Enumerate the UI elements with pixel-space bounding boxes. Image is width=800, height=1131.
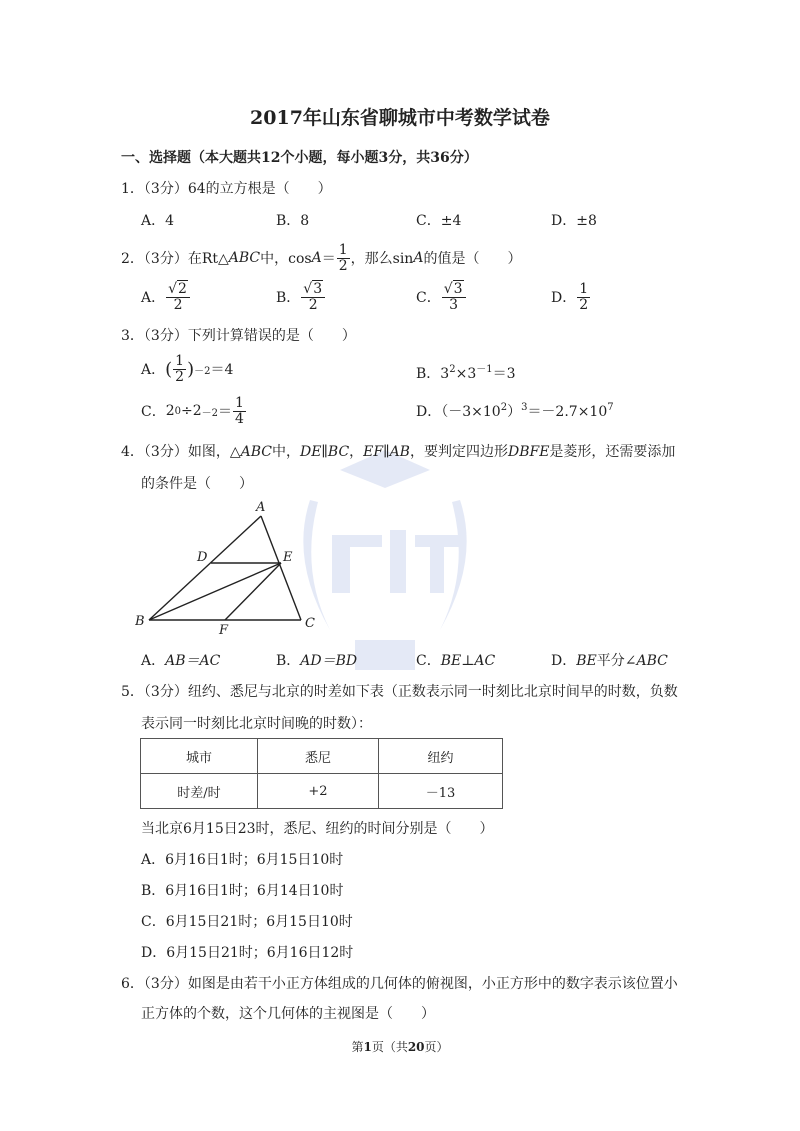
frac-den: 2 bbox=[308, 296, 318, 313]
option-text: AB＝AC bbox=[165, 653, 221, 669]
q4-text: 4．（3分）如图，△ bbox=[121, 444, 241, 460]
table-header-cell: 城市 bbox=[141, 739, 258, 774]
question-5-option-d: D．6月15日21时；6月16日12时 bbox=[141, 945, 354, 961]
question-2-option-a bbox=[141, 278, 191, 316]
label-f: F bbox=[219, 623, 229, 636]
option-text: ×3 bbox=[455, 366, 477, 382]
q4-italic: AB bbox=[389, 444, 410, 460]
question-1-stem: 1．（3分）64的立方根是（ ） bbox=[121, 181, 332, 197]
option-label: D． bbox=[551, 653, 577, 669]
q2-text: 中，cos bbox=[260, 251, 312, 267]
question-1-option-d: D．±8 bbox=[551, 213, 597, 229]
q4-italic: ABC bbox=[240, 444, 272, 460]
frac-num: √3 bbox=[301, 282, 325, 298]
paren: ) bbox=[187, 358, 195, 380]
option-text: ＝－2.7×10 bbox=[527, 404, 608, 420]
option-text: 平分∠ bbox=[596, 653, 637, 669]
option-fraction bbox=[233, 396, 246, 427]
table-cell: +2 bbox=[258, 774, 379, 809]
footer-text: 第 bbox=[351, 1040, 364, 1054]
frac-num: √3 bbox=[442, 282, 466, 298]
option-fraction bbox=[577, 282, 590, 313]
question-4-option-b bbox=[276, 650, 357, 670]
option-text: ） bbox=[507, 404, 522, 420]
triangle-figure bbox=[135, 496, 325, 636]
question-3-option-d bbox=[416, 401, 614, 421]
frac-den: 4 bbox=[235, 410, 244, 427]
label-e: E bbox=[283, 550, 293, 565]
segment-ab bbox=[149, 516, 261, 620]
question-4-option-c bbox=[416, 650, 495, 670]
q4-text: ， bbox=[349, 444, 364, 460]
question-5-stem-line1: 5．（3分）纽约、悉尼与北京的时差如下表（正数表示同一时刻比北京时间早的时数，负数 bbox=[121, 684, 678, 700]
table-row bbox=[141, 774, 503, 809]
radicand: 3 bbox=[313, 280, 323, 297]
option-label: D． bbox=[551, 290, 577, 306]
exponent: －2 bbox=[194, 365, 211, 377]
q2-text: 的值是（ ） bbox=[423, 251, 522, 267]
option-text: ÷2 bbox=[181, 403, 202, 419]
frac-den: 3 bbox=[449, 296, 459, 313]
question-3-option-c bbox=[141, 392, 247, 430]
time-difference-table bbox=[140, 738, 503, 809]
frac-num: √2 bbox=[166, 282, 190, 298]
section-heading: 一、选择题（本大题共12个小题，每小题3分，共36分） bbox=[121, 150, 478, 166]
option-fraction bbox=[301, 282, 325, 313]
option-label: A． bbox=[141, 290, 166, 306]
footer-text: 页） bbox=[424, 1040, 449, 1054]
table-header-cell: 纽约 bbox=[379, 739, 503, 774]
footer-text: 页（共 bbox=[371, 1040, 408, 1054]
paren: ( bbox=[165, 358, 173, 380]
frac-num: 1 bbox=[338, 241, 348, 258]
exponent: 0 bbox=[174, 405, 182, 417]
option-label: B． bbox=[276, 653, 301, 669]
frac-num: 1 bbox=[175, 352, 185, 369]
exponent: 7 bbox=[607, 402, 614, 413]
question-5-stem-line2: 表示同一时刻比北京时间晚的时数）： bbox=[141, 716, 372, 732]
frac-den: 2 bbox=[173, 296, 183, 313]
question-4-stem-line1 bbox=[121, 441, 675, 461]
label-a: A bbox=[256, 500, 266, 515]
q2-fraction bbox=[337, 243, 350, 274]
exponent: 3 bbox=[521, 402, 528, 413]
q4-text: ∥ bbox=[321, 444, 328, 460]
option-label: B． bbox=[276, 290, 301, 306]
question-2-option-d bbox=[551, 278, 591, 316]
q2-angle-a: A bbox=[413, 250, 424, 266]
option-text: 2 bbox=[165, 403, 175, 419]
question-1-option-a: A．4 bbox=[141, 213, 175, 229]
option-text: ＝ bbox=[218, 404, 233, 420]
label-c: C bbox=[305, 616, 315, 631]
frac-den: 2 bbox=[338, 257, 348, 274]
option-text: AD＝BD bbox=[300, 653, 358, 669]
table-header-row bbox=[141, 739, 503, 774]
question-4-option-a bbox=[141, 650, 220, 670]
radicand: 2 bbox=[178, 280, 187, 297]
option-fraction bbox=[166, 282, 190, 313]
question-2-stem bbox=[121, 240, 521, 276]
frac-num: 1 bbox=[235, 394, 244, 411]
q4-italic: DE bbox=[299, 444, 322, 460]
segment-ac bbox=[261, 516, 301, 620]
option-label: C． bbox=[416, 290, 441, 306]
question-3-stem: 3．（3分）下列计算错误的是（ ） bbox=[121, 328, 356, 344]
question-5-prompt: 当北京6月15日23时，悉尼、纽约的时间分别是（ ） bbox=[141, 821, 494, 837]
option-text: BE bbox=[576, 653, 597, 669]
option-text: 3 bbox=[440, 366, 450, 382]
q2-text: 2．（3分）在Rt△ bbox=[121, 251, 229, 267]
q4-italic: DBFE bbox=[507, 444, 550, 460]
question-5-option-a: A．6月16日1时；6月15日10时 bbox=[141, 852, 344, 868]
option-text: ＝4 bbox=[210, 362, 234, 378]
question-2-option-c bbox=[416, 278, 467, 316]
q4-text: ∥ bbox=[383, 444, 390, 460]
page-number: 1 bbox=[363, 1040, 372, 1054]
option-label: C． bbox=[141, 404, 166, 420]
table-header-cell: 悉尼 bbox=[258, 739, 379, 774]
question-4-option-d bbox=[551, 650, 668, 670]
q4-italic: BC bbox=[327, 444, 350, 460]
page-footer bbox=[0, 1038, 800, 1055]
option-fraction bbox=[442, 282, 466, 313]
label-b: B bbox=[135, 614, 145, 629]
document-title: 2017年山东省聊城市中考数学试卷 bbox=[250, 107, 550, 129]
segment-ef bbox=[225, 563, 281, 620]
q2-abc: ABC bbox=[228, 250, 261, 266]
total-pages: 20 bbox=[407, 1040, 425, 1054]
table-cell: 时差/时 bbox=[141, 774, 258, 809]
exponent: －2 bbox=[201, 407, 219, 419]
frac-den: 2 bbox=[579, 296, 589, 313]
question-5-option-b: B．6月16日1时；6月14日10时 bbox=[141, 883, 344, 899]
q4-text: ，要判定四边形 bbox=[409, 444, 508, 460]
exponent: 2 bbox=[500, 402, 508, 413]
option-text: BE⊥AC bbox=[440, 653, 496, 669]
question-5-option-c: C．6月15日21时；6月15日10时 bbox=[141, 914, 353, 930]
question-1-option-b: B．8 bbox=[276, 213, 310, 229]
frac-den: 2 bbox=[175, 368, 185, 385]
q2-text: ，那么sin bbox=[350, 251, 414, 267]
question-1-option-c: C．±4 bbox=[416, 213, 462, 229]
exponent: 2 bbox=[449, 364, 456, 375]
option-fraction bbox=[173, 354, 186, 385]
option-text: （－3×10 bbox=[441, 404, 501, 420]
exponent: －1 bbox=[476, 364, 493, 375]
question-6-stem-line1: 6．（3分）如图是由若干小正方体组成的几何体的俯视图，小正方形中的数字表示该位置小 bbox=[121, 976, 678, 992]
option-text: ABC bbox=[636, 653, 668, 669]
q2-angle-a: A bbox=[311, 250, 322, 266]
label-d: D bbox=[197, 550, 208, 565]
segment-be bbox=[149, 563, 281, 620]
option-label: C． bbox=[416, 653, 441, 669]
option-label: A． bbox=[141, 653, 166, 669]
option-label: A． bbox=[141, 362, 166, 378]
option-text: ＝3 bbox=[492, 366, 516, 382]
option-label: B． bbox=[416, 366, 441, 382]
option-label: D． bbox=[416, 404, 442, 420]
question-4-stem-line2: 的条件是（ ） bbox=[141, 476, 253, 492]
question-3-option-b bbox=[416, 360, 516, 383]
q4-text: 中， bbox=[271, 444, 300, 460]
question-3-option-a bbox=[141, 350, 233, 388]
frac-num: 1 bbox=[579, 280, 589, 297]
q2-text: ＝ bbox=[321, 251, 336, 267]
radicand: 3 bbox=[453, 280, 463, 297]
question-2-option-b bbox=[276, 278, 326, 316]
q4-italic: EF bbox=[363, 444, 384, 460]
question-6-stem-line2: 正方体的个数，这个几何体的主视图是（ ） bbox=[141, 1006, 435, 1022]
q4-text: 是菱形，还需要添加 bbox=[549, 444, 676, 460]
table-cell: －13 bbox=[379, 774, 503, 809]
